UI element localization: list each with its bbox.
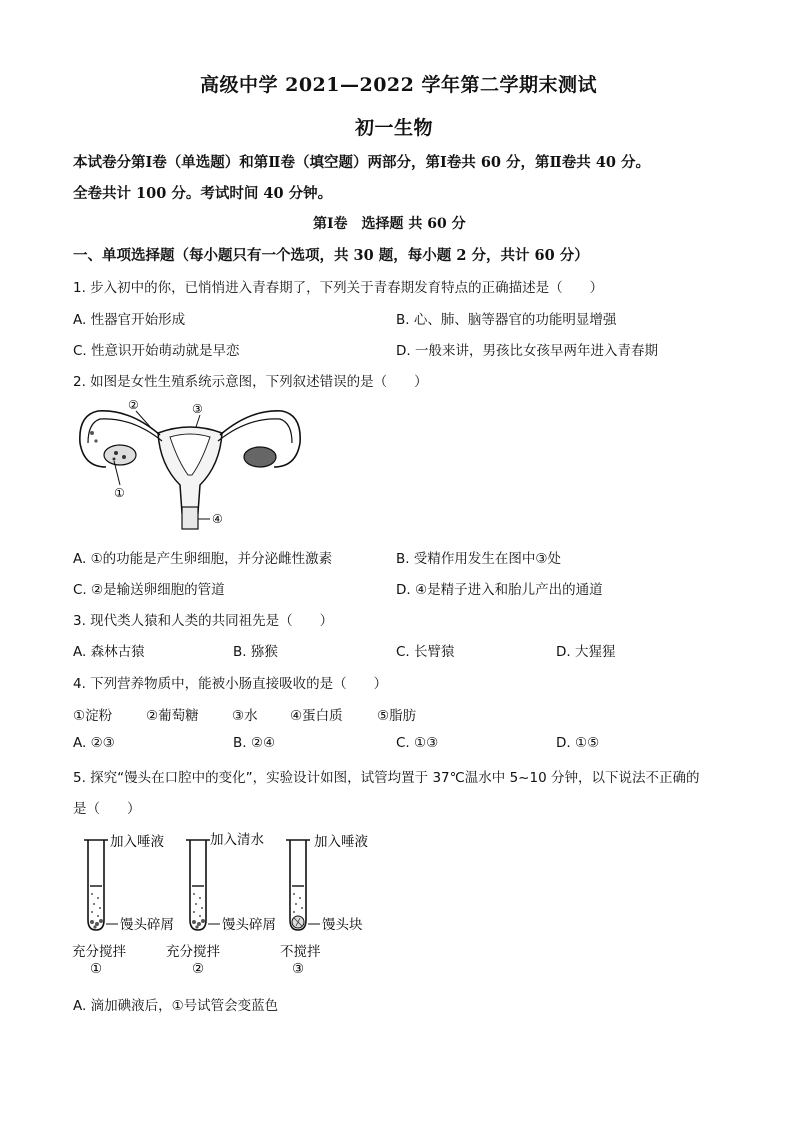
label-1: ① [114,486,125,500]
tube-2-bottom-label: 充分搅拌 [166,944,220,960]
q3-option-c: C. 长臂猿 [396,644,455,660]
label-2: ② [128,398,139,412]
q2-option-c: C. ②是输送卵细胞的管道 [73,582,225,598]
section-heading: 第Ⅰ卷 选择题 共 60 分 [313,216,466,232]
q4-item-5: ⑤脂肪 [377,708,417,724]
q4-option-b: B. ②④ [233,735,276,751]
left-ovary [104,445,136,465]
q1-option-d: D. 一般来讲，男孩比女孩早两年进入青春期 [396,343,658,359]
tube-3-number: ③ [292,961,305,977]
test-tube-3 [286,840,320,930]
q2-option-b: B. 受精作用发生在图中③处 [396,551,561,567]
tube-2-number: ② [192,961,205,977]
tube-1-bottom-label: 充分搅拌 [72,944,126,960]
q4-option-c: C. ①③ [396,735,439,751]
q1-option-b: B. 心、肺、脑等器官的功能明显增强 [396,312,617,328]
test-tubes-diagram [70,828,400,978]
q4-item-2: ②葡萄糖 [146,708,199,724]
question-5-stem: 5. 探究“馒头在口腔中的变化”，实验设计如图，试管均置于 37℃温水中 5~10 分钟，以下说法不正确的 [73,770,700,786]
q4-option-a: A. ②③ [73,735,115,751]
page-title: 高级中学 2021—2022 学年第二学期末测试 [200,74,597,96]
q3-option-d: D. 大猩猩 [556,644,616,660]
q1-option-a: A. 性器官开始形成 [73,312,186,328]
q2-option-a: A. ①的功能是产生卵细胞，并分泌雌性激素 [73,551,333,567]
tube-1-top-label: 加入唾液 [110,834,164,850]
question-4-stem: 4. 下列营养物质中，能被小肠直接吸收的是（ ） [73,676,388,692]
q1-option-c: C. 性意识开始萌动就是早恋 [73,343,240,359]
label-4: ④ [212,512,223,526]
question-3-stem: 3. 现代类人猿和人类的共同祖先是（ ） [73,613,334,629]
intro-line-2: 全卷共计 100 分。考试时间 40 分钟。 [73,185,333,202]
q2-option-d: D. ④是精子进入和胎儿产出的通道 [396,582,603,598]
tube-3-side-label: 馒头块 [322,917,363,933]
vagina [182,507,198,529]
tube-1-side-label: 馒头碎屑 [120,917,174,933]
question-5-stem-cont: 是（ ） [73,801,141,817]
q4-item-3: ③水 [232,708,258,724]
tube-2-top-label: 加入清水 [210,832,264,848]
intro-line-1: 本试卷分第Ⅰ卷（单选题）和第Ⅱ卷（填空题）两部分，第Ⅰ卷共 60 分，第Ⅱ卷共 40 分。 [73,154,651,171]
q5-option-a: A. 滴加碘液后，①号试管会变蓝色 [73,998,279,1014]
q3-option-a: A. 森林古猿 [73,644,145,660]
page-subtitle: 初一生物 [355,117,434,139]
part-title: 一、单项选择题（每小题只有一个选项，共 30 题，每小题 2 分，共计 60 分） [73,247,589,264]
right-ovary [244,447,276,467]
q4-option-d: D. ①⑤ [556,735,600,751]
female-reproductive-system-diagram [70,395,310,535]
question-1-stem: 1. 步入初中的你，已悄悄进入青春期了，下列关于青春期发育特点的正确描述是（ ） [73,280,604,296]
tube-3-bottom-label: 不搅拌 [280,944,321,960]
tube-3-top-label: 加入唾液 [314,834,368,850]
tube-2-side-label: 馒头碎屑 [222,917,276,933]
test-tube-2 [186,840,220,930]
question-2-stem: 2. 如图是女性生殖系统示意图，下列叙述错误的是（ ） [73,374,428,390]
q4-item-1: ①淀粉 [73,708,113,724]
test-tube-1 [84,840,118,930]
tube-1-number: ① [90,961,103,977]
q3-option-b: B. 猕猴 [233,644,278,660]
q4-item-4: ④蛋白质 [290,708,343,724]
label-3: ③ [192,402,203,416]
